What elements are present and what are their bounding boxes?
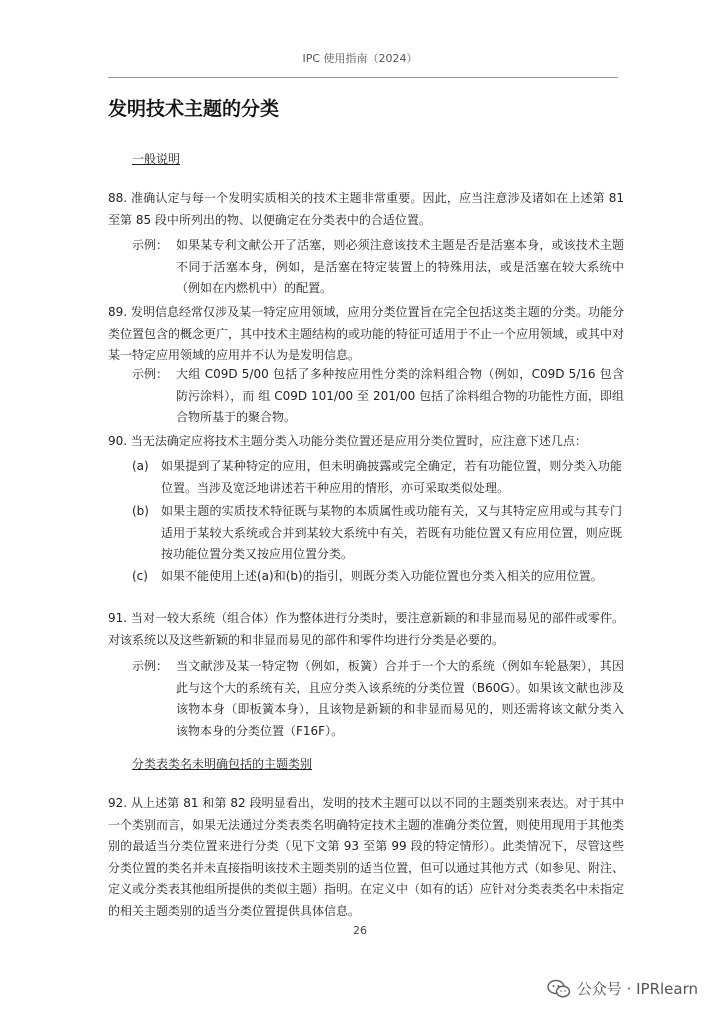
list-marker: (a) (132, 459, 149, 473)
list-item-text: 如果不能使用上述(a)和(b)的指引，则既分类入功能位置也分类入相关的应用位置。 (161, 569, 603, 583)
section-heading-general: 一般说明 (132, 152, 181, 166)
list-item-text: 如果主题的实质技术特征既与某物的本质属性或功能有关，又与其特定应用或与其专门适用于某较大系统或合并到某较大系统中有关，若既有功能位置又有应用位置，则应既按功能位置分类又按应用位置分类。 (161, 504, 622, 561)
example-91 (132, 656, 624, 742)
wechat-logo-icon (547, 979, 571, 999)
paragraph-88: 88. 准确认定与每一个发明实质相关的技术主题非常重要。因此，应当注意涉及诸如在上述第 81 至第 85 段中所列出的物、以便确定在分类表中的合适位置。 (108, 191, 624, 227)
example-88 (132, 235, 624, 300)
header-rule (108, 77, 618, 78)
paragraph-91: 91. 当对一较大系统（组合体）作为整体进行分类时，要注意新颖的和非显而易见的部件或零件。对该系统以及这些新颖的和非显而易见的部件和零件均进行分类是必要的。 (108, 611, 624, 647)
example-label: 示例： (132, 238, 169, 252)
list-marker: (c) (132, 569, 148, 583)
page-number: 26 (353, 924, 367, 937)
example-label: 示例： (132, 659, 169, 673)
example-label: 示例： (132, 367, 169, 381)
list-item (132, 566, 622, 588)
paragraph-89: 89. 发明信息经常仅涉及某一特定应用领域，应用分类位置旨在完全包括这类主题的分类。功能分类位置包含的概念更广，其中技术主题结构的或功能的特征可适用于不止一个应用领域，或其中对某一特定应用领域的应用并不认为是发明信息。 (108, 305, 625, 362)
example-text: 如果某专利文献公开了活塞，则必须注意该技术主题是否是活塞本身，或该技术主题不同于活塞本身，例如，是活塞在特定装置上的特殊用法，或是活塞在较大系统中（例如在内燃机中）的配置。 (176, 238, 624, 295)
list-item (132, 501, 622, 566)
example-text: 大组 C09D 5/00 包括了多种按应用性分类的涂料组合物（例如，C09D 5/16 包含防污涂料），而 组 C09D 101/00 至 201/00 包括了涂料组合物的功能性方面，即组合物所基于的聚合物。 (176, 367, 624, 424)
paragraph-92: 92. 从上述第 81 和第 82 段明显看出，发明的技术主题可以以不同的主题类别来表达。对于其中一个类别而言，如果无法通过分类表类名明确特定技术主题的准确分类位置，则使用现用于其他类别的最适当分类位置来进行分类（见下文第 93 至第 99 段的特定情形）。此类情况下，尽管这些分类位置的类名并未直接指明该技术主题类别的适当位置，但可以通过其他方式（如参见、附注、定义或分类表其他组所提供的类似主题）指明。在定义中（如有的话）应针对分类表类名中未指定的相关主题类别的适当分类位置提供具体信息。 (108, 796, 625, 918)
example-text: 当文献涉及某一特定物（例如，板簧）合并于一个大的系统（例如车轮悬架），其因此与这个大的系统有关，且应分类入该系统的分类位置（B60G）。如果该文献也涉及该物本身（即板簧本身），且该物是新颖的和非显而易见的，则还需将该文献分类入该物本身的分类位置（F16F）。 (176, 659, 624, 738)
running-header: IPC 使用指南（2024） (302, 52, 418, 65)
list-item-text: 如果提到了某种特定的应用，但未明确披露或完全确定，若有功能位置，则分类入功能位置。当涉及宽泛地讲述若干种应用的情形，亦可采取类似处理。 (161, 459, 622, 495)
watermark-text: 公众号 · IPRlearn (576, 980, 698, 998)
watermark (547, 978, 698, 999)
paragraph-90: 90. 当无法确定应将技术主题分类入功能分类位置还是应用分类位置时，应注意下述几点： (108, 434, 587, 448)
list-item (132, 456, 622, 499)
list-marker: (b) (132, 504, 149, 518)
page-title: 发明技术主题的分类 (108, 98, 280, 120)
example-89 (132, 364, 624, 429)
section-heading-not-covered: 分类表类名未明确包括的主题类别 (132, 757, 313, 771)
